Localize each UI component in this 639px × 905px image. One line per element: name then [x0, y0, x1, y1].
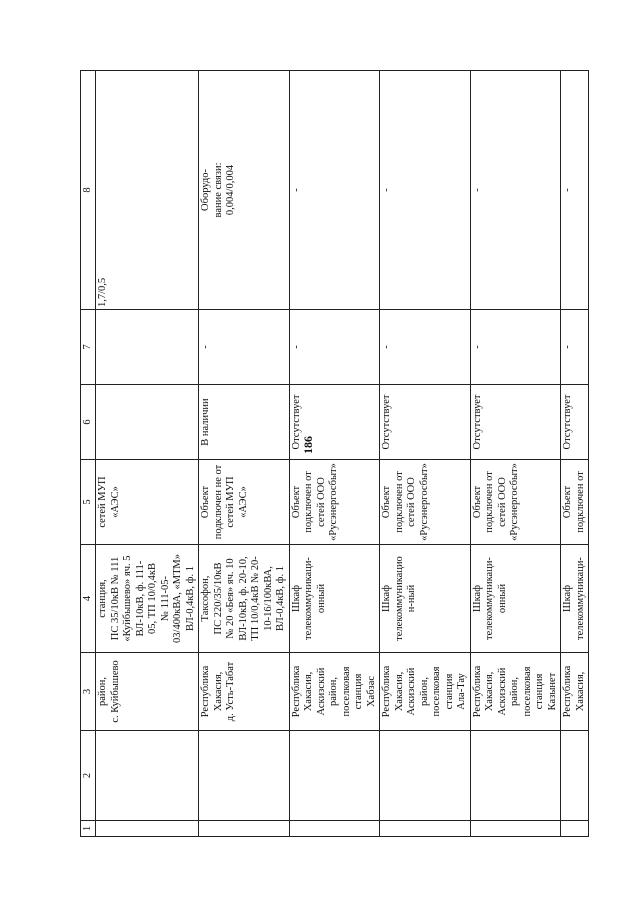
- table-cell: -: [470, 310, 561, 385]
- table-cell: Шкаф телекоммуникаци- онный: [289, 545, 380, 653]
- table-row: [199, 71, 290, 837]
- table-cell: -: [289, 71, 380, 310]
- table-row: [380, 71, 471, 837]
- table-cell: Республика Хакасия,: [561, 653, 589, 731]
- table-cell: Республика Хакасия, Аскизский район, поселковая станция Хабзас: [289, 653, 380, 731]
- table-cell: Отсутствует: [561, 385, 589, 460]
- table-cell: Шкаф телекоммуникаци-: [561, 545, 589, 653]
- table-row: [561, 71, 589, 837]
- table-cell: [96, 821, 199, 837]
- table-cell: Республика Хакасия, Аскизский район, поселковая станция Казынет: [470, 653, 561, 731]
- table-cell: -: [561, 310, 589, 385]
- table-row: [289, 71, 380, 837]
- table-cell: Объект подключен от: [561, 460, 589, 545]
- table-cell: сетей МУП «АЭС»: [96, 460, 199, 545]
- table-cell: Республика Хакасия, д. Усть-Табат: [199, 653, 290, 731]
- data-table: [80, 70, 589, 837]
- column-header: 5: [81, 460, 96, 545]
- header-row: [81, 71, 96, 837]
- table-cell: Шкаф телекоммуникацио н-ный: [380, 545, 471, 653]
- table-cell: Таксофон, ПС 220/35/10кВ № 20 «Бея» яч. 10 ВЛ-10кВ, ф. 20-10, ТП 10/0,4кВ № 20- 10-16/100кВА, ВЛ-0,4кВ, ф. 1: [199, 545, 290, 653]
- rotated-table-frame: [80, 71, 620, 837]
- table-cell: [470, 821, 561, 837]
- table-cell: В наличии: [199, 385, 290, 460]
- table-cell: Объект подключен от сетей ООО «Русэнергосбыт»: [470, 460, 561, 545]
- table-cell: -: [289, 310, 380, 385]
- table-cell: [289, 731, 380, 821]
- table-cell: [96, 310, 199, 385]
- column-header: 2: [81, 731, 96, 821]
- table-cell: -: [380, 71, 471, 310]
- table-row: [96, 71, 199, 837]
- table-cell: [380, 821, 471, 837]
- table-cell: [380, 731, 471, 821]
- table-cell: [96, 385, 199, 460]
- table-body: [81, 71, 589, 837]
- table-cell: станция, ПС 35/10кВ № 111 «Куйбышево» яч. 5 ВЛ-10кВ, ф. 111- 05, ТП 10/0,4кВ № 111-05- 03/400кВА, «МТМ» ВЛ-0,4кВ, ф. 1: [96, 545, 199, 653]
- table-cell: [96, 731, 199, 821]
- table-cell: Отсутствует: [289, 385, 380, 460]
- table-cell: Республика Хакасия, Аскизский район, поселковая станция Ала-Тау: [380, 653, 471, 731]
- table-cell: район, с. Куйбышево: [96, 653, 199, 731]
- table-cell: 1,7/0,5: [96, 71, 199, 310]
- table-cell: Объект подключен не от сетей МУП «АЭС»: [199, 460, 290, 545]
- table-cell: [470, 731, 561, 821]
- table-cell: Отсутствует: [470, 385, 561, 460]
- column-header: 8: [81, 71, 96, 310]
- table-cell: [199, 731, 290, 821]
- column-header: 1: [81, 821, 96, 837]
- table-cell: [199, 821, 290, 837]
- table-cell: Объект подключен от сетей ООО «Русэнергосбыт»: [380, 460, 471, 545]
- table-cell: -: [561, 71, 589, 310]
- table-cell: Объект подключен от сетей ООО «Русэнергосбыт»: [289, 460, 380, 545]
- table-cell: Шкаф телекоммуникаци- онный: [470, 545, 561, 653]
- column-header: 3: [81, 653, 96, 731]
- page-number: 186: [301, 436, 315, 454]
- table-cell: [289, 821, 380, 837]
- table-cell: -: [470, 71, 561, 310]
- column-header: 7: [81, 310, 96, 385]
- table-cell: [561, 731, 589, 821]
- table-cell: Оборудо- вание связи: 0,004/0,004: [199, 71, 290, 310]
- column-header: 6: [81, 385, 96, 460]
- table-cell: -: [380, 310, 471, 385]
- table-cell: -: [199, 310, 290, 385]
- table-cell: [561, 821, 589, 837]
- column-header: 4: [81, 545, 96, 653]
- table-row: [470, 71, 561, 837]
- table-cell: Отсутствует: [380, 385, 471, 460]
